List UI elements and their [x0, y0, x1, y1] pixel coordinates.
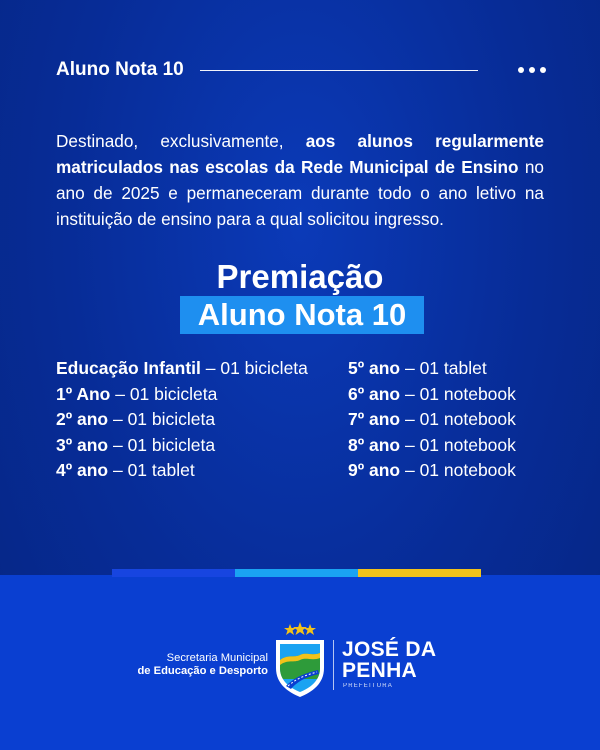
grade-label: 5º ano	[348, 358, 401, 378]
list-item	[348, 382, 516, 408]
secretaria-line-1: Secretaria Municipal	[166, 652, 268, 664]
intro-text-1: Destinado, exclusivamente,	[56, 131, 306, 151]
grade-label: 1º Ano	[56, 383, 111, 404]
city-name	[342, 639, 462, 681]
grade-label: 6º ano	[348, 383, 401, 404]
prize-label: – 01 bicicleta	[108, 409, 216, 429]
list-item	[56, 433, 308, 459]
intro-text-bold: aos alunos regularmente matriculados nas escolas da Rede Municipal de Ensino	[56, 131, 544, 177]
city-crest-icon	[272, 622, 328, 698]
city-subtitle: PREFEITURA	[343, 683, 394, 689]
header-divider	[200, 70, 478, 71]
grade-label: 7º ano	[348, 409, 401, 429]
list-item	[56, 382, 308, 408]
city-name-line-1: JOSÉ DA	[342, 638, 437, 661]
prize-label: – 01 notebook	[400, 409, 516, 429]
grade-label: 9º ano	[348, 460, 401, 480]
list-item	[56, 356, 308, 382]
prize-label: – 01 tablet	[108, 460, 195, 480]
prize-list-left	[56, 356, 308, 484]
prize-label: – 01 tablet	[400, 358, 487, 378]
grade-label: Educação Infantil	[56, 358, 201, 378]
premiacao-title: Premiação	[216, 258, 384, 295]
grade-label: 2º ano	[56, 409, 109, 429]
logo-divider	[333, 640, 334, 690]
color-stripes	[112, 569, 481, 577]
list-item	[56, 407, 308, 433]
stripe-yellow	[358, 569, 481, 577]
intro-text-2: no ano de 2025 e permaneceram durante todo o ano letivo na instituição de ensino para a qual solicitou ingresso.	[56, 157, 544, 229]
list-item	[348, 356, 516, 382]
secretaria-label	[100, 652, 268, 678]
intro-paragraph	[56, 128, 544, 232]
list-item	[348, 433, 516, 459]
stripe-blue	[112, 569, 235, 577]
list-item	[348, 407, 516, 433]
city-name-line-2: PENHA	[342, 659, 418, 682]
prize-list-right	[348, 356, 516, 484]
prize-label: – 01 bicicleta	[110, 383, 218, 404]
prize-label: – 01 notebook	[400, 460, 516, 480]
header	[56, 56, 546, 84]
more-options-icon	[518, 67, 546, 73]
prize-label: – 01 notebook	[400, 434, 516, 455]
premiacao-highlight: Aluno Nota 10	[180, 296, 424, 334]
prize-label: – 01 bicicleta	[200, 358, 308, 378]
stripe-light-blue	[235, 569, 358, 577]
prize-label: – 01 bicicleta	[108, 434, 216, 455]
grade-label: 3º ano	[56, 434, 109, 455]
header-title: Aluno Nota 10	[56, 59, 184, 80]
prize-label: – 01 notebook	[400, 383, 516, 404]
secretaria-line-2: de Educação e Desporto	[137, 665, 268, 677]
list-item	[348, 458, 516, 484]
grade-label: 4º ano	[56, 460, 109, 480]
grade-label: 8º ano	[348, 434, 401, 455]
list-item	[56, 458, 308, 484]
